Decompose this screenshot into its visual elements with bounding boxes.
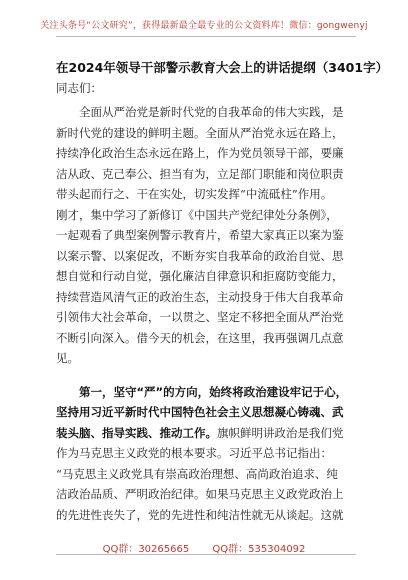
body-line: 第一，坚守“严”的方向，始终将政治建设牢记于心， (79, 384, 348, 399)
body-line-bold-part: 装头脑、指导实践、推动工作。 (56, 425, 217, 440)
body-line-normal-part: 旗帜鲜明讲政治是我们党 (217, 425, 344, 440)
body-line: 一起观看了典型案例警示教育片，希望大家真正以案为鉴 (56, 228, 344, 242)
body-line: 带头起而行之、干在实处，切实发挥“中流砥柱”作用。 (56, 187, 333, 201)
body-line: 新时代党的建设的鲜明主题。全面从严治党永远在路上， (56, 125, 344, 140)
body-line (56, 423, 366, 444)
body-line: 作为马克思主义政党的根本要求。习近平总书记指出： (56, 446, 332, 460)
body-line: 全面从严治党是新时代党的自我革命的伟大实践，是 (79, 105, 344, 119)
document-title: 在2024年领导干部警示教育大会上的讲话提纲（3401字） (56, 60, 389, 75)
body-line: 不断引向深入。借今天的机会，在这里，我再强调几点意 (56, 330, 344, 345)
footer (0, 540, 408, 555)
body-line: 引领伟大社会革命，一以贯之、坚定不移把全面从严治党 (56, 310, 344, 324)
body-line: 想自觉和行动自觉，强化廉洁自律意识和拒腐防变能力， (56, 269, 344, 283)
footer-qq-group-1: QQ群：30265665 (102, 544, 190, 555)
body-line: “马克思主义政党具有崇高政治理想、高尚政治追求、纯 (56, 466, 338, 481)
header-banner: 关注头条号“公文研究”，获得最新最全最专业的公文资料库！微信：gongwenyj (40, 21, 368, 31)
body-line: 以案示警、以案促改，不断夯实自我革命的政治自觉、思 (56, 248, 344, 263)
body-line: 持续营造风清气正的政治生态，主动投身于伟大自我革命 (56, 289, 344, 304)
body-line: 持续净化政治生态永远在路上，作为党员领导干部，要廉 (56, 146, 344, 160)
body-line: 刚才，集中学习了新修订《中国共产党纪律处分条例》， (56, 207, 338, 222)
body-line: 洁从政、克己奉公、担当有为，立足部门职能和岗位职责 (56, 166, 344, 181)
body-line: 坚持用习近平新时代中国特色社会主义思想凝心铸魂、武 (56, 405, 344, 419)
footer-qq-group-2: QQ群：535304092 (212, 544, 306, 555)
header-divider (56, 36, 356, 37)
body-line: 见。 (56, 351, 79, 365)
body-line: 的先进性丧失了，党的先进性和纯洁性就无从谈起。这就 (56, 507, 344, 522)
document-body (56, 102, 366, 525)
salutation: 同志们： (56, 81, 102, 95)
body-line: 洁政治品质、严明政治纪律。如果马克思主义政党政治上 (56, 487, 344, 501)
body-line (56, 369, 366, 382)
footer-divider (56, 554, 356, 555)
